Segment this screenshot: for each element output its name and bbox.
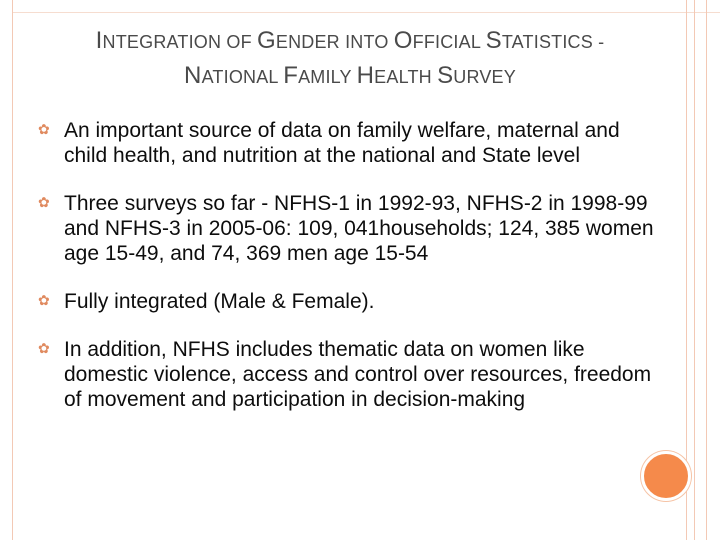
frame-right-line [706, 0, 707, 540]
title-word: SURVEY [437, 62, 516, 89]
title-word: STATISTICS - [485, 27, 605, 54]
title-word: NATIONAL [184, 62, 284, 89]
title-word: GENDER [257, 27, 346, 54]
flourish-bullet-icon: ✿ [38, 340, 50, 356]
bullet-text: Three surveys so far - NFHS-1 in 1992-93, NFHS-2 in 1998-99 and NFHS-3 in 2005-06: 109, 041households; 124, 385 women age 15-49, and 74, 369 men age 15-54 [64, 192, 654, 265]
title-word: INTEGRATION [95, 27, 227, 54]
title-word: HEALTH [356, 62, 438, 89]
slide-title [30, 24, 670, 94]
bullet-text: In addition, NFHS includes thematic data on women like domestic violence, access and control over resources, freedom of movement and participation in decision-making [64, 338, 652, 411]
flourish-bullet-icon: ✿ [38, 194, 50, 210]
title-word: OF [226, 32, 257, 52]
frame-left-line [12, 0, 13, 540]
slide-title-line-2 [30, 59, 670, 94]
frame-right-line [694, 0, 695, 540]
frame-right-line [686, 0, 687, 540]
frame-top-line [12, 12, 720, 13]
bullet-item [38, 118, 658, 168]
flourish-bullet-icon: ✿ [38, 292, 50, 308]
bullet-item [38, 191, 658, 266]
title-word: INTO [345, 32, 394, 52]
bullet-item [38, 337, 658, 412]
bullet-item [38, 289, 658, 314]
flourish-bullet-icon: ✿ [38, 121, 50, 137]
slide-title-line-1 [30, 24, 670, 59]
bullet-list [38, 118, 658, 435]
bullet-text: An important source of data on family welfare, maternal and child health, and nutrition at the national and State level [64, 119, 620, 167]
title-word: OFFICIAL [393, 27, 486, 54]
decorative-circle [641, 451, 691, 501]
bullet-text: Fully integrated (Male & Female). [64, 290, 375, 313]
title-word: FAMILY [283, 62, 357, 89]
